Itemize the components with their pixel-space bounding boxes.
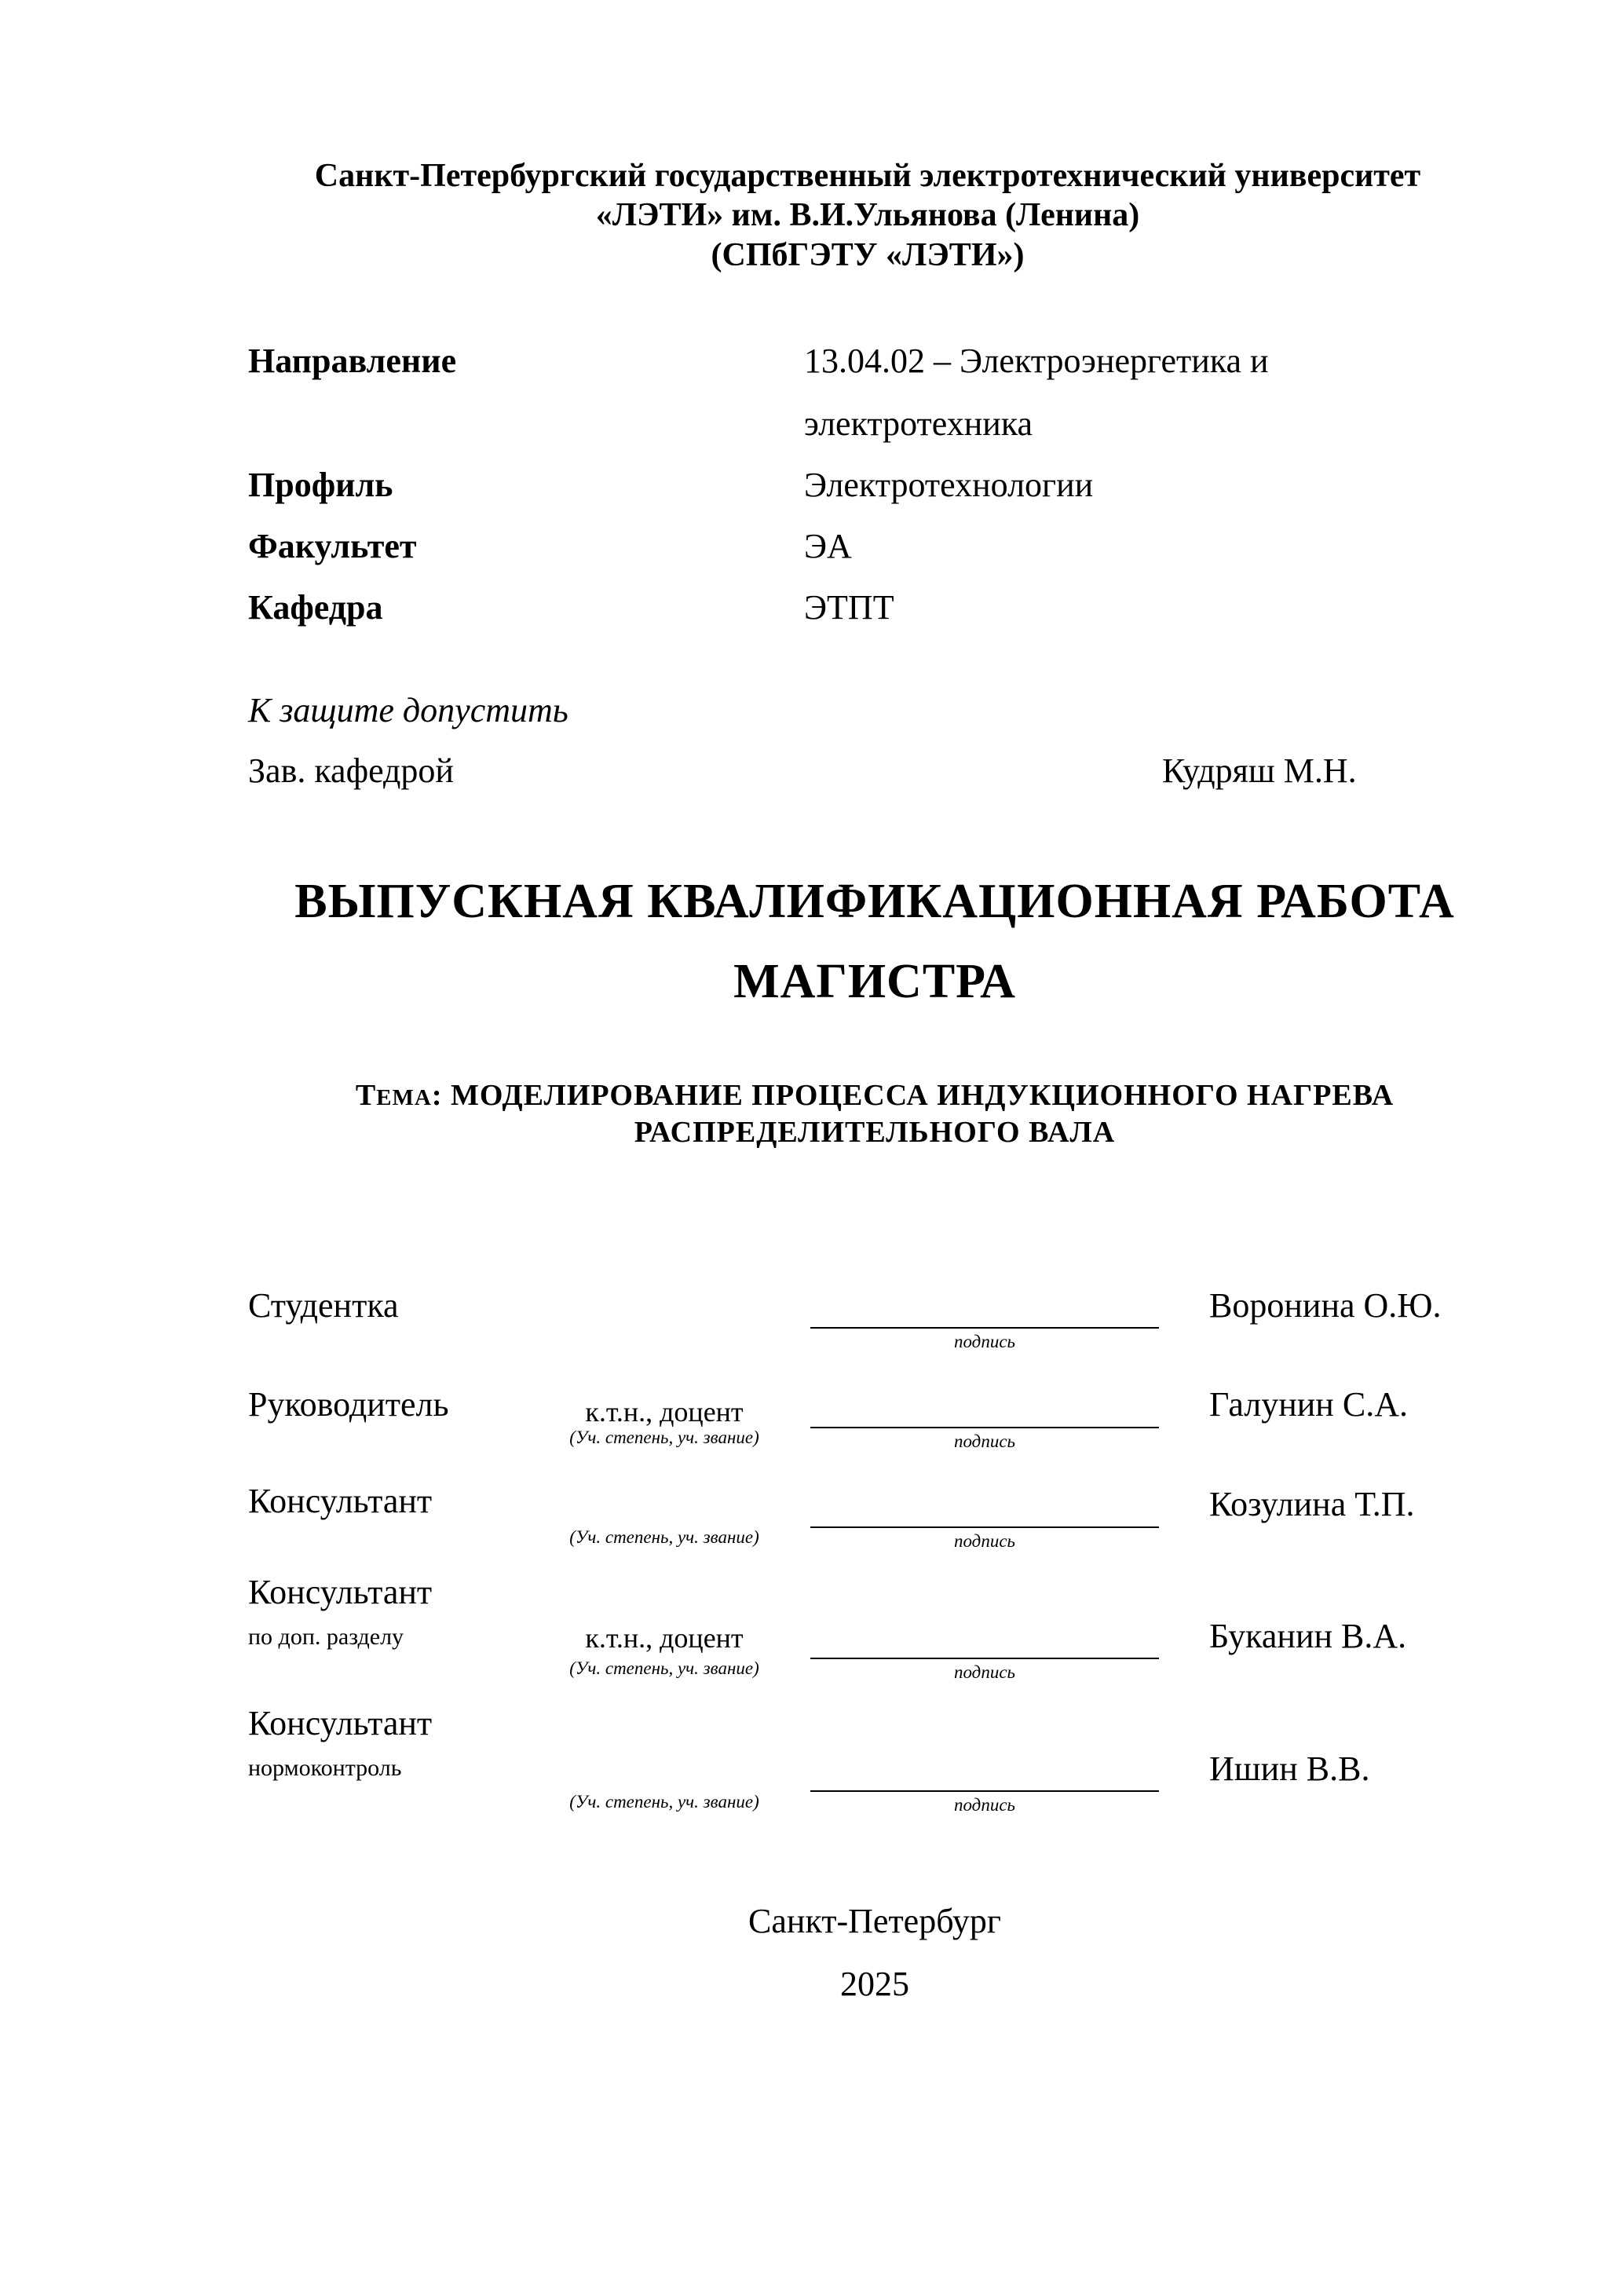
faculty-label: Факультет: [248, 527, 417, 565]
normcontrol-name: Ишин В.В.: [1209, 1749, 1370, 1788]
consultant-extra-name: Буканин В.А.: [1209, 1617, 1407, 1655]
topic-text-line1: МОДЕЛИРОВАНИЕ ПРОЦЕССА ИНДУКЦИОННОГО НАГРЕВА: [451, 1079, 1395, 1112]
work-title-line1: ВЫПУСКНАЯ КВАЛИФИКАЦИОННАЯ РАБОТА: [294, 875, 1455, 928]
university-name-line2: «ЛЭТИ» им. В.И.Ульянова (Ленина): [595, 197, 1140, 233]
consultant-name: Козулина Т.П.: [1209, 1485, 1415, 1523]
topic-prefix: ТЕМА:: [355, 1079, 443, 1112]
signature-note: подпись: [953, 1431, 1015, 1451]
profile-value: Электротехнологии: [804, 466, 1094, 504]
consultant-extra-role: Консультант: [248, 1573, 433, 1611]
department-label: Кафедра: [248, 588, 383, 627]
degree-note: (Уч. степень, уч. звание): [569, 1658, 759, 1678]
supervisor-role: Руководитель: [248, 1385, 449, 1424]
signature-line: [810, 1526, 1159, 1528]
university-name-line3: (СПбГЭТУ «ЛЭТИ»): [711, 237, 1025, 273]
degree-note: (Уч. степень, уч. звание): [569, 1527, 759, 1547]
footer-year: 2025: [840, 1965, 909, 2003]
signature-note: подпись: [953, 1531, 1015, 1551]
footer-city: Санкт-Петербург: [748, 1902, 1001, 1940]
degree-note: (Уч. степень, уч. звание): [569, 1792, 759, 1812]
signature-note: подпись: [953, 1662, 1015, 1682]
supervisor-degree: к.т.н., доцент: [585, 1396, 744, 1428]
signature-line: [810, 1327, 1159, 1329]
consultant-role: Консультант: [248, 1482, 433, 1520]
degree-note: (Уч. степень, уч. звание): [569, 1428, 759, 1447]
direction-label: Направление: [248, 342, 457, 380]
topic-text-line2: РАСПРЕДЕЛИТЕЛЬНОГО ВАЛА: [634, 1116, 1116, 1149]
approval-title: К защите допустить: [248, 691, 568, 729]
approval-role: Зав. кафедрой: [248, 751, 454, 790]
direction-value: 13.04.02 – Электроэнергетика и: [804, 342, 1269, 380]
department-value: ЭТПТ: [804, 588, 894, 627]
signature-line: [810, 1427, 1159, 1428]
direction-value-cont: электротехника: [804, 404, 1033, 443]
normcontrol-role: Консультант: [248, 1704, 433, 1742]
topic-line1: [0, 1078, 1623, 1115]
consultant-extra-degree: к.т.н., доцент: [585, 1622, 744, 1654]
university-name-line1: Санкт-Петербургский государственный электротехнический университет: [314, 158, 1421, 194]
normcontrol-sub: нормоконтроль: [248, 1755, 402, 1781]
signature-note: подпись: [953, 1795, 1015, 1815]
signature-line: [810, 1658, 1159, 1659]
student-role: Студентка: [248, 1286, 399, 1325]
approval-name: Кудряш М.Н.: [1162, 751, 1357, 790]
work-title-line2: МАГИСТРА: [733, 955, 1016, 1008]
consultant-extra-sub: по доп. разделу: [248, 1624, 404, 1650]
signature-note: подпись: [953, 1332, 1015, 1351]
signature-line: [810, 1790, 1159, 1792]
student-name: Воронина О.Ю.: [1209, 1286, 1442, 1325]
faculty-value: ЭА: [804, 527, 852, 565]
profile-label: Профиль: [248, 466, 393, 504]
supervisor-name: Галунин С.А.: [1209, 1385, 1408, 1424]
